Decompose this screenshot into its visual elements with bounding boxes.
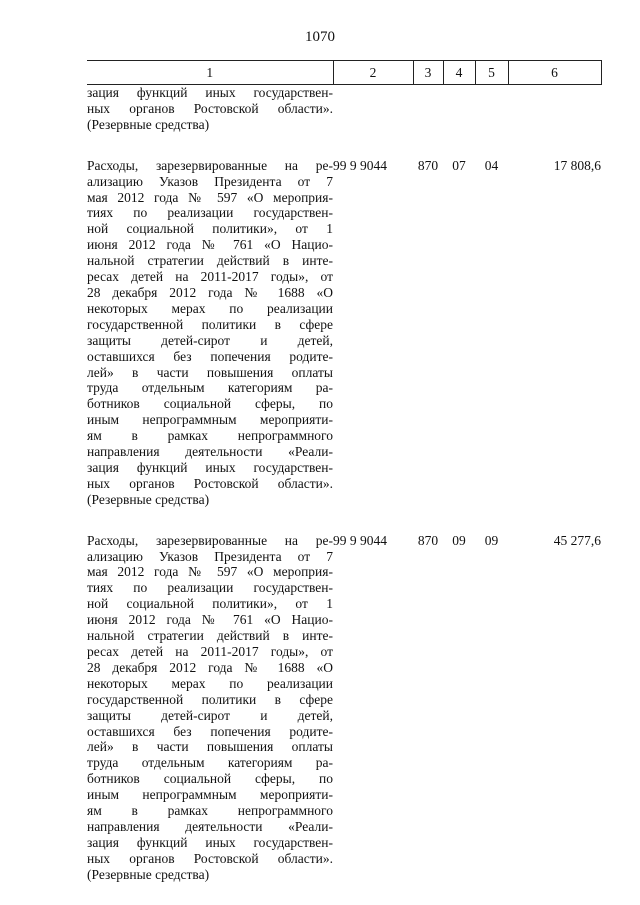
row-description <box>87 533 333 883</box>
column-header-6: 6 <box>508 61 601 85</box>
amount: 45 277,6 <box>553 532 601 548</box>
description-line: зация функций иных государствен- <box>87 85 333 100</box>
target-code: 99 9 9044 <box>333 157 387 173</box>
description-line: иным непрограммным мероприяти- <box>87 787 333 803</box>
description-line: защиты детей-сирот и детей, <box>87 332 333 348</box>
description-line: 28 декабря 2012 года № 1688 «О <box>87 659 333 675</box>
amount: 17 808,6 <box>553 157 601 173</box>
description-line: тиях по реализации государствен- <box>87 205 333 221</box>
description-line: ям в рамках непрограммного <box>87 428 333 444</box>
continuation-description <box>87 85 333 133</box>
expense-type-code: 870 <box>417 532 439 548</box>
description-text <box>87 85 333 133</box>
expense-type-code: 870 <box>417 157 439 173</box>
table-header-row <box>87 61 601 85</box>
description-line: зация функций иных государствен- <box>87 459 333 475</box>
description-line: труда отдельным категориям ра- <box>87 380 333 396</box>
description-line: нальной стратегии действий в инте- <box>87 253 333 269</box>
description-line: лей» в части повышения оплаты <box>87 739 333 755</box>
section-code: 09 <box>452 532 466 548</box>
description-line: июня 2012 года № 761 «О Нацио- <box>87 612 333 628</box>
subsection-code: 04 <box>484 157 499 173</box>
row-description <box>87 158 333 508</box>
description-text <box>87 533 333 883</box>
description-line: Расходы, зарезервированные на ре- <box>87 532 333 548</box>
table-row <box>87 533 601 883</box>
description-line: ям в рамках непрограммного <box>87 803 333 819</box>
description-line: нальной стратегии действий в инте- <box>87 628 333 644</box>
column-header-1: 1 <box>87 61 333 85</box>
description-line: иным непрограммным мероприяти- <box>87 412 333 428</box>
description-line: Расходы, зарезервированные на ре- <box>87 157 333 173</box>
description-line: мая 2012 года № 597 «О мероприя- <box>87 564 333 580</box>
description-line: ных органов Ростовской области». <box>87 100 333 116</box>
description-line: государственной политики в сфере <box>87 316 333 332</box>
column-header-5: 5 <box>475 61 508 85</box>
description-line: направления деятельности «Реали- <box>87 444 333 460</box>
continuation-row <box>87 85 601 133</box>
description-text <box>87 158 333 508</box>
description-line: тиях по реализации государствен- <box>87 580 333 596</box>
description-line: ресах детей на 2011-2017 годы», от <box>87 644 333 659</box>
description-line: (Резервные средства) <box>87 866 210 882</box>
description-line: мая 2012 года № 597 «О мероприя- <box>87 189 333 205</box>
budget-table <box>87 60 602 883</box>
subsection-code: 09 <box>484 532 499 548</box>
description-line: оставшихся без попечения родите- <box>87 348 333 364</box>
description-line: некоторых мерах по реализации <box>87 300 333 316</box>
description-line: направления деятельности «Реали- <box>87 818 333 834</box>
description-line: некоторых мерах по реализации <box>87 675 333 691</box>
description-line: ботников социальной сферы, по <box>87 396 333 412</box>
description-line: ных органов Ростовской области». <box>87 850 333 866</box>
section-code: 07 <box>452 157 466 173</box>
description-line: ной социальной политики», от 1 <box>87 596 333 612</box>
column-header-4: 4 <box>443 61 475 85</box>
description-line: ализацию Указов Президента от 7 <box>87 173 333 189</box>
description-line: государственной политики в сфере <box>87 691 333 707</box>
description-line: (Резервные средства) <box>87 116 210 132</box>
description-line: ных органов Ростовской области». <box>87 475 333 491</box>
description-line: ной социальной политики», от 1 <box>87 221 333 237</box>
column-header-3: 3 <box>413 61 443 85</box>
column-header-2: 2 <box>333 61 413 85</box>
description-line: оставшихся без попечения родите- <box>87 723 333 739</box>
description-line: июня 2012 года № 761 «О Нацио- <box>87 237 333 253</box>
description-line: труда отдельным категориям ра- <box>87 755 333 771</box>
target-code: 99 9 9044 <box>333 532 387 548</box>
description-line: (Резервные средства) <box>87 491 210 507</box>
description-line: ботников социальной сферы, по <box>87 771 333 787</box>
description-line: ализацию Указов Президента от 7 <box>87 548 333 564</box>
description-line: зация функций иных государствен- <box>87 834 333 850</box>
table-row <box>87 158 601 508</box>
description-line: лей» в части повышения оплаты <box>87 364 333 380</box>
description-line: ресах детей на 2011-2017 годы», от <box>87 269 333 285</box>
page-number: 1070 <box>305 29 335 45</box>
description-line: защиты детей-сирот и детей, <box>87 707 333 723</box>
description-line: 28 декабря 2012 года № 1688 «О <box>87 284 333 300</box>
